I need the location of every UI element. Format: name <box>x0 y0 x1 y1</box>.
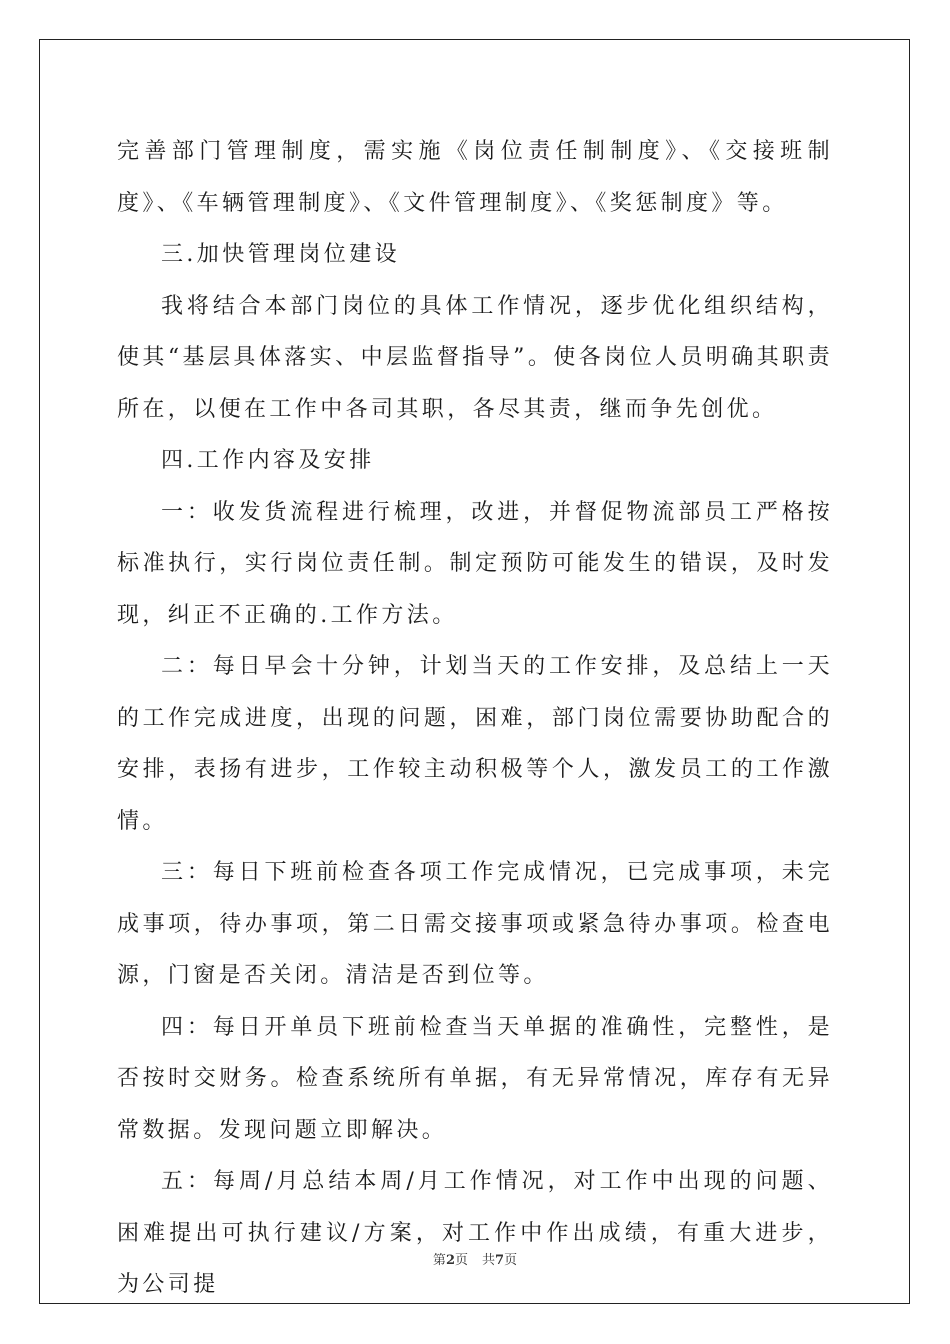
page-prefix: 第 <box>432 1253 446 1268</box>
page-suffix: 页 <box>454 1253 468 1268</box>
document-body <box>117 126 833 1311</box>
total-suffix: 页 <box>504 1253 518 1268</box>
section-heading: 三.加快管理岗位建设 <box>161 242 400 267</box>
paragraph: 一：收发货流程进行梳理，改进，并督促物流部员工严格按标准执行，实行岗位责任制。制定预防可能发生的错误，及时发现，纠正不正确的.工作方法。 <box>117 499 833 628</box>
section-heading: 四.工作内容及安排 <box>161 448 375 473</box>
page-current: 2 <box>445 1253 455 1268</box>
page-footer <box>0 1249 950 1268</box>
paragraph: 我将结合本部门岗位的具体工作情况，逐步优化组织结构，使其“基层具体落实、中层监督指导”。使各岗位人员明确其职责所在，以便在工作中各司其职，各尽其责，继而争先创优。 <box>117 293 833 422</box>
paragraph: 五：每周/月总结本周/月工作情况，对工作中出现的问题、困难提出可执行建议/方案，对工作中作出成绩，有重大进步，为公司提 <box>117 1169 833 1297</box>
paragraph: 完善部门管理制度，需实施《岗位责任制制度》、《交接班制度》、《车辆管理制度》、《文件管理制度》、《奖惩制度》等。 <box>117 139 833 216</box>
paragraph: 三：每日下班前检查各项工作完成情况，已完成事项，未完成事项，待办事项，第二日需交接事项或紧急待办事项。检查电源，门窗是否关闭。清洁是否到位等。 <box>117 860 833 988</box>
paragraph: 二：每日早会十分钟，计划当天的工作安排，及总结上一天的工作完成进度，出现的问题，困难，部门岗位需要协助配合的安排，表扬有进步，工作较主动积极等个人，激发员工的工作激情。 <box>117 654 833 834</box>
page-total: 7 <box>495 1253 505 1268</box>
paragraph: 四：每日开单员下班前检查当天单据的准确性，完整性，是否按时交财务。检查系统所有单据，有无异常情况，库存有无异常数据。发现问题立即解决。 <box>117 1014 833 1143</box>
total-prefix: 共 <box>482 1253 496 1268</box>
